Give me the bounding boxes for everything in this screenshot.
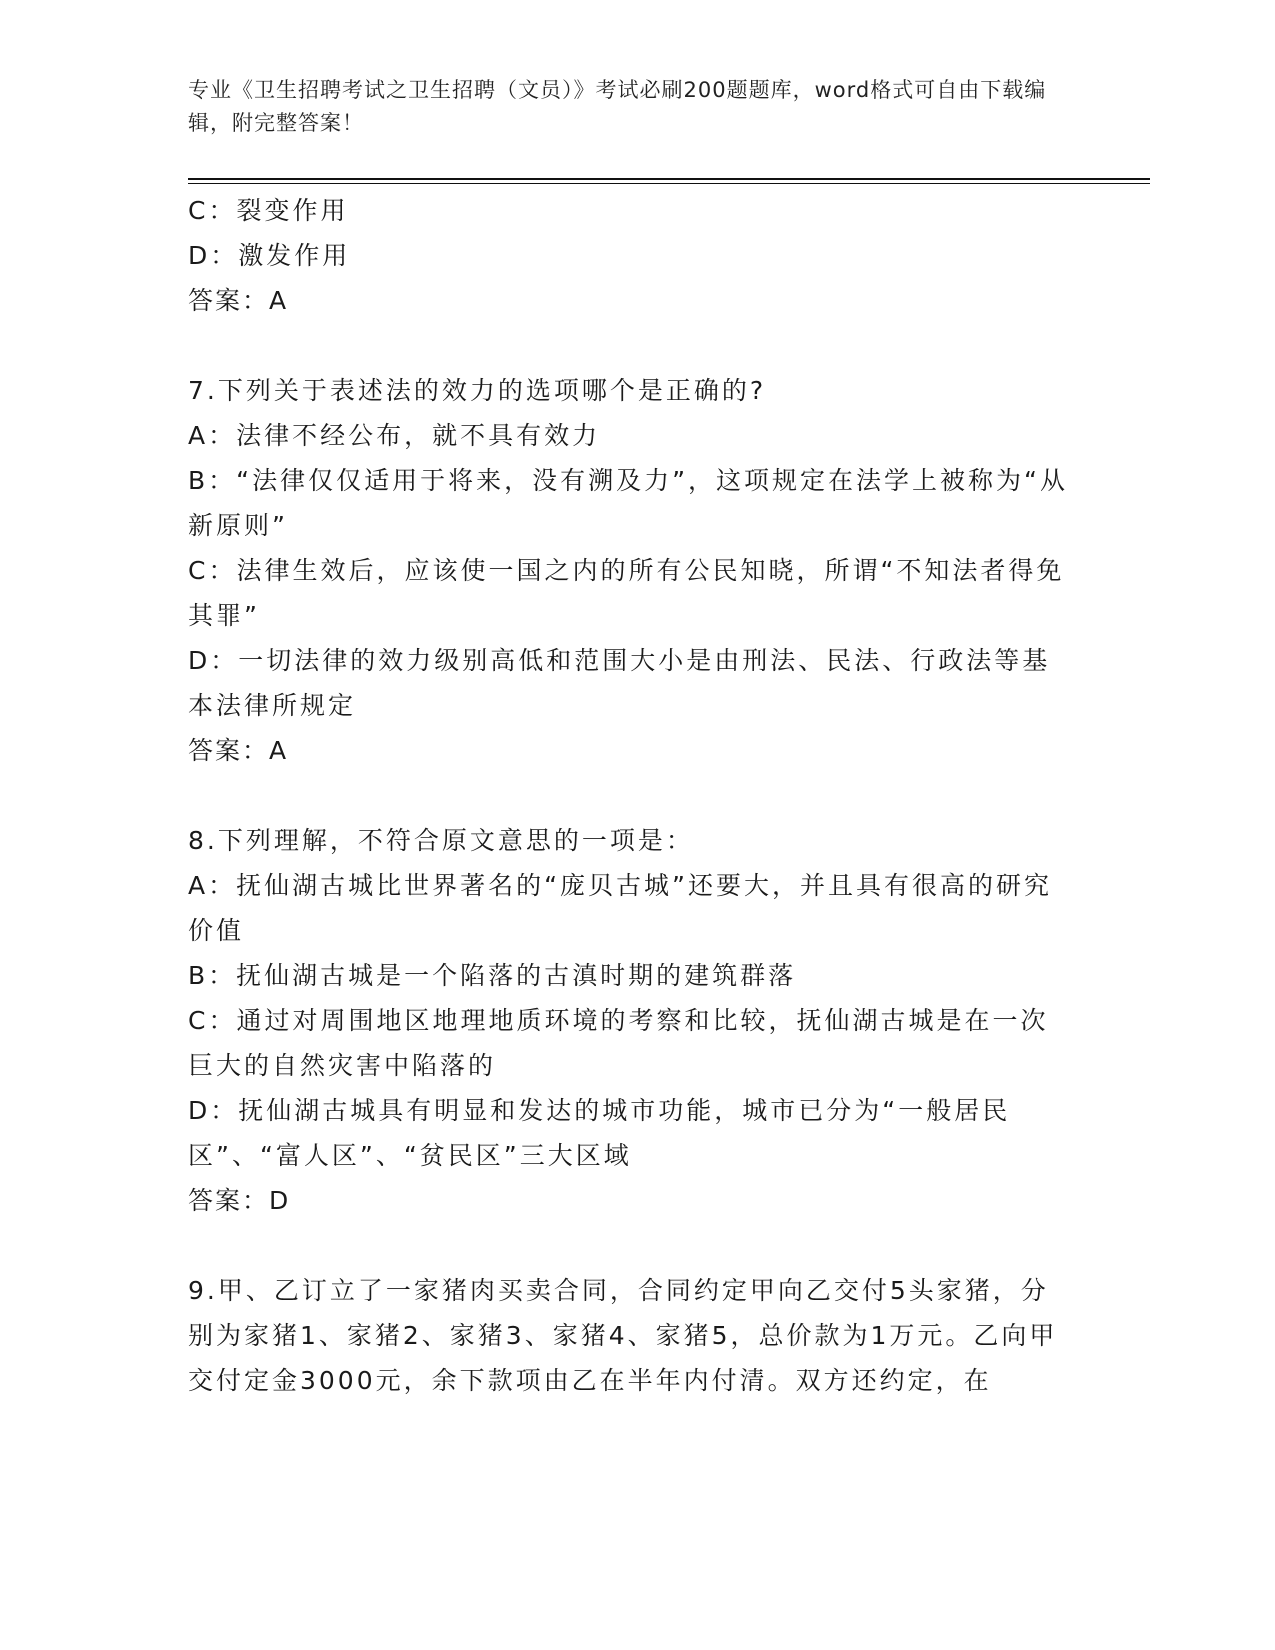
- spacer: [188, 323, 1068, 368]
- option-d: D：一切法律的效力级别高低和范围大小是由刑法、民法、行政法等基本法律所规定: [188, 646, 1051, 720]
- question-text: 9.甲、乙订立了一家猪肉买卖合同，合同约定甲向乙交付5头家猪，分别为家猪1、家猪2、家猪3、家猪4、家猪5，总价款为1万元。乙向甲交付定金3000元，余下款项由乙在半年内付清。双方还约定，在: [188, 1276, 1058, 1395]
- option-d: D：抚仙湖古城具有明显和发达的城市功能，城市已分为“一般居民区”、“富人区”、“贫民区”三大区域: [188, 1096, 1011, 1170]
- option-d: D：激发作用: [188, 241, 351, 270]
- question-content: [188, 188, 1068, 1403]
- header-divider-thin: [188, 183, 1150, 184]
- option-c: C：裂变作用: [188, 196, 349, 225]
- question-text: 7.下列关于表述法的效力的选项哪个是正确的?: [188, 376, 767, 405]
- option-a: A：抚仙湖古城比世界著名的“庞贝古城”还要大，并且具有很高的研究价值: [188, 871, 1053, 945]
- option-c: C：法律生效后，应该使一国之内的所有公民知晓，所谓“不知法者得免其罪”: [188, 556, 1065, 630]
- option-a: A：法律不经公布，就不具有效力: [188, 421, 601, 450]
- page-header: 专业《卫生招聘考试之卫生招聘（文员）》考试必刷200题题库，word格式可自由下载编辑，附完整答案！: [188, 78, 1047, 135]
- question-block: [188, 368, 1068, 773]
- question-block: [188, 1268, 1068, 1403]
- answer-line: 答案：D: [188, 1186, 291, 1215]
- option-c: C：通过对周围地区地理地质环境的考察和比较，抚仙湖古城是在一次巨大的自然灾害中陷落的: [188, 1006, 1049, 1080]
- answer-line: 答案：A: [188, 286, 289, 315]
- option-b: B：抚仙湖古城是一个陷落的古滇时期的建筑群落: [188, 961, 797, 990]
- option-b: B：“法律仅仅适用于将来，没有溯及力”，这项规定在法学上被称为“从新原则”: [188, 466, 1069, 540]
- question-text: 8.下列理解，不符合原文意思的一项是：: [188, 826, 694, 855]
- spacer: [188, 773, 1068, 818]
- question-block: [188, 818, 1068, 1223]
- spacer: [188, 1223, 1068, 1268]
- header-divider: [188, 178, 1150, 180]
- question-block: [188, 188, 1068, 323]
- answer-line: 答案：A: [188, 736, 289, 765]
